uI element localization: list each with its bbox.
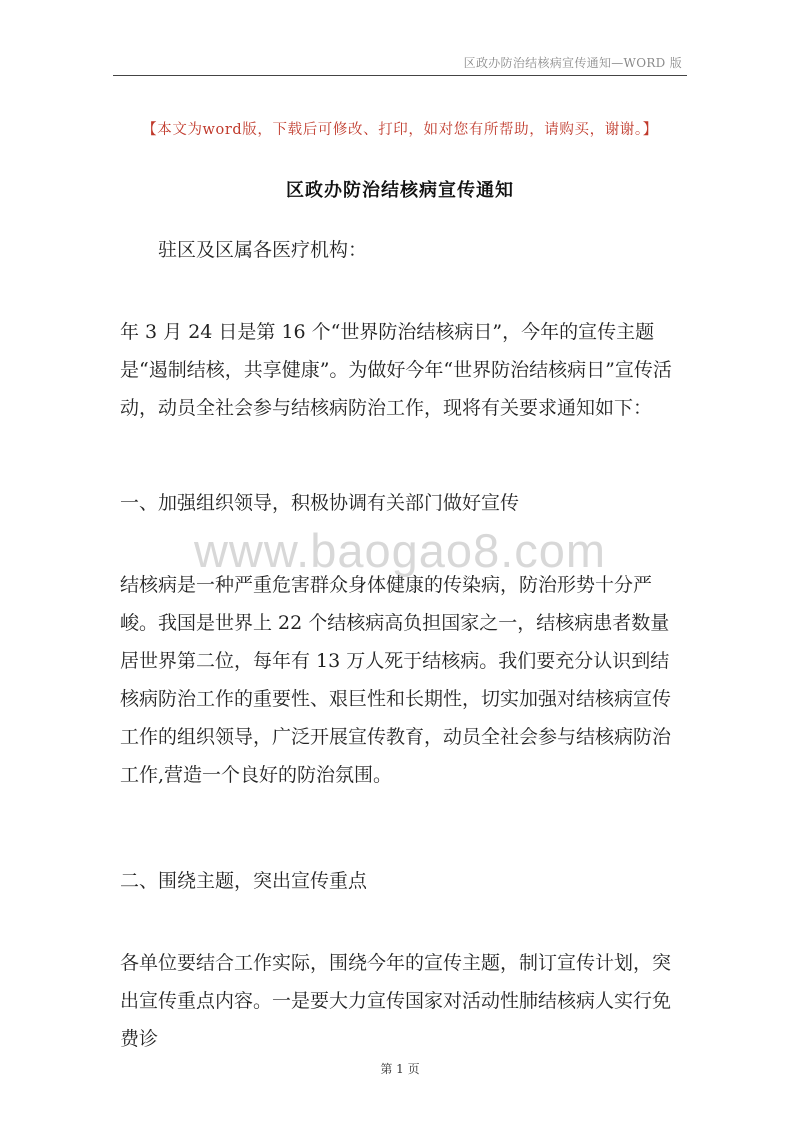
running-header: 区政办防治结核病宣传通知—WORD 版	[463, 56, 682, 70]
page-number: 第 1 页	[380, 1062, 420, 1076]
paragraph-intro: 年 3 月 24 日是第 16 个“世界防治结核病日”，今年的宣传主题是“遏制结核，共享健康”。为做好今年“世界防治结核病日”宣传活动，动员全社会参与结核病防治工作，现将有关要求通知如下：	[120, 321, 672, 419]
section-heading-2: 二、围绕主题，突出宣传重点	[120, 870, 368, 892]
watermark: www.baogao8.com	[193, 524, 607, 577]
salutation: 驻区及区属各医疗机构：	[158, 239, 368, 261]
purchase-notice: 【本文为word版，下载后可修改、打印，如对您有所帮助，请购买，谢谢。】	[142, 122, 658, 138]
section-heading-1: 一、加强组织领导，积极协调有关部门做好宣传	[120, 492, 520, 514]
document-title: 区政办防治结核病宣传通知	[286, 180, 514, 201]
paragraph-section-2: 各单位要结合工作实际，围绕今年的宣传主题，制订宣传计划，突出宣传重点内容。一是要大力宣传国家对活动性肺结核病人实行免费诊	[120, 952, 672, 1050]
header-divider	[113, 75, 687, 76]
paragraph-section-1: 结核病是一种严重危害群众身体健康的传染病，防治形势十分严峻。我国是世界上 22 个结核病高负担国家之一，结核病患者数量居世界第二位，每年有 13 万人死于结核病。我们要充分认识到结核病防治工作的重要性、艰巨性和长期性，切实加强对结核病宣传工作的组织领导，广泛开展宣传教育，动员全社会参与结核病防治工作,营造一个良好的防治氛围。	[120, 574, 672, 786]
